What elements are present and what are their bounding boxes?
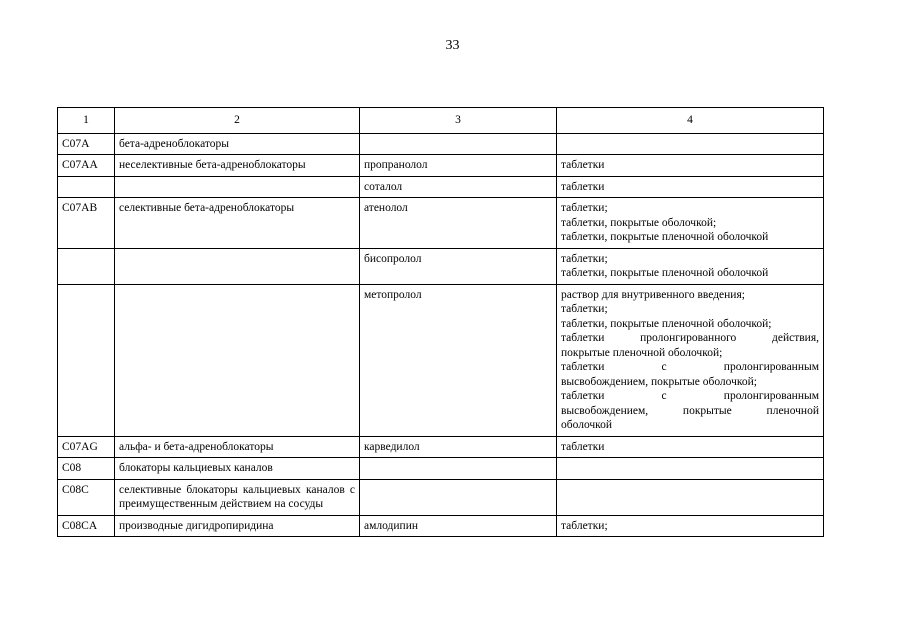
drug-cell <box>360 479 557 515</box>
drug-cell: соталол <box>360 176 557 198</box>
table-row <box>58 515 824 537</box>
drug-cell: амлодипин <box>360 515 557 537</box>
page-number: 33 <box>445 38 460 53</box>
form-line: таблетки; <box>561 252 608 265</box>
table-header-row <box>58 108 824 134</box>
form-line: высвобождением, покрытые оболочкой; <box>561 375 757 388</box>
forms-cell <box>557 133 824 155</box>
header-cell-forms: 4 <box>557 108 824 134</box>
group-cell <box>115 248 360 284</box>
form-line: таблетки <box>561 180 605 193</box>
table-row <box>58 436 824 458</box>
forms-cell <box>557 155 824 177</box>
code-cell: C08C <box>58 479 115 515</box>
group-cell: селективные блокаторы кальциевых каналов с преимущественным действием на сосуды <box>115 479 360 515</box>
code-cell: C08 <box>58 458 115 480</box>
group-cell <box>115 176 360 198</box>
forms-cell <box>557 479 824 515</box>
forms-cell <box>557 176 824 198</box>
form-line: таблетки с пролонгированным <box>561 390 819 402</box>
forms-cell <box>557 198 824 249</box>
drug-cell <box>360 458 557 480</box>
form-line: таблетки, покрытые пленочной оболочкой <box>561 231 769 243</box>
table-row <box>58 458 824 480</box>
form-line: оболочкой <box>561 419 613 431</box>
table-row <box>58 479 824 515</box>
form-line: таблетки; <box>561 303 608 315</box>
group-cell: блокаторы кальциевых каналов <box>115 458 360 480</box>
form-line: таблетки, покрытые пленочной оболочкой <box>561 267 769 279</box>
drug-cell <box>360 133 557 155</box>
group-cell: бета-адреноблокаторы <box>115 133 360 155</box>
table-row <box>58 284 824 436</box>
table-row <box>58 198 824 249</box>
form-line: таблетки, покрытые пленочной оболочкой; <box>561 317 772 330</box>
form-line: покрытые пленочной оболочкой; <box>561 346 723 359</box>
header-cell-group: 2 <box>115 108 360 134</box>
code-cell <box>58 176 115 198</box>
code-cell: C08CA <box>58 515 115 537</box>
header-cell-code: 1 <box>58 108 115 134</box>
code-cell <box>58 284 115 436</box>
table-row <box>58 176 824 198</box>
forms-cell <box>557 248 824 284</box>
forms-cell <box>557 284 824 436</box>
header-cell-drug: 3 <box>360 108 557 134</box>
table-row <box>58 133 824 155</box>
code-cell: C07AG <box>58 436 115 458</box>
drug-cell: пропранолол <box>360 155 557 177</box>
forms-cell <box>557 436 824 458</box>
drug-table <box>57 107 824 537</box>
drug-cell: карведилол <box>360 436 557 458</box>
form-line: таблетки; <box>561 519 608 532</box>
forms-cell <box>557 458 824 480</box>
form-line: раствор для внутривенного введения; <box>561 288 745 301</box>
group-cell: производные дигидропиридина <box>115 515 360 537</box>
form-line: таблетки <box>561 440 605 453</box>
code-cell: C07A <box>58 133 115 155</box>
drug-cell: метопролол <box>360 284 557 436</box>
code-cell <box>58 248 115 284</box>
drug-cell: атенолол <box>360 198 557 249</box>
code-cell: C07AA <box>58 155 115 177</box>
form-line: таблетки, покрытые оболочкой; <box>561 216 717 229</box>
form-line: высвобождением, покрытые пленочной <box>561 404 819 417</box>
table-row <box>58 155 824 177</box>
drug-cell: бисопролол <box>360 248 557 284</box>
form-line: таблетки <box>561 159 605 171</box>
group-cell: неселективные бета-адреноблокаторы <box>115 155 360 177</box>
group-cell: селективные бета-адреноблокаторы <box>115 198 360 249</box>
code-cell: C07AB <box>58 198 115 249</box>
form-line: таблетки с пролонгированным <box>561 361 819 373</box>
group-cell <box>115 284 360 436</box>
group-cell: альфа- и бета-адреноблокаторы <box>115 436 360 458</box>
forms-cell <box>557 515 824 537</box>
form-line: таблетки пролонгированного действия, <box>561 332 819 344</box>
form-line: таблетки; <box>561 202 608 214</box>
table-row <box>58 248 824 284</box>
